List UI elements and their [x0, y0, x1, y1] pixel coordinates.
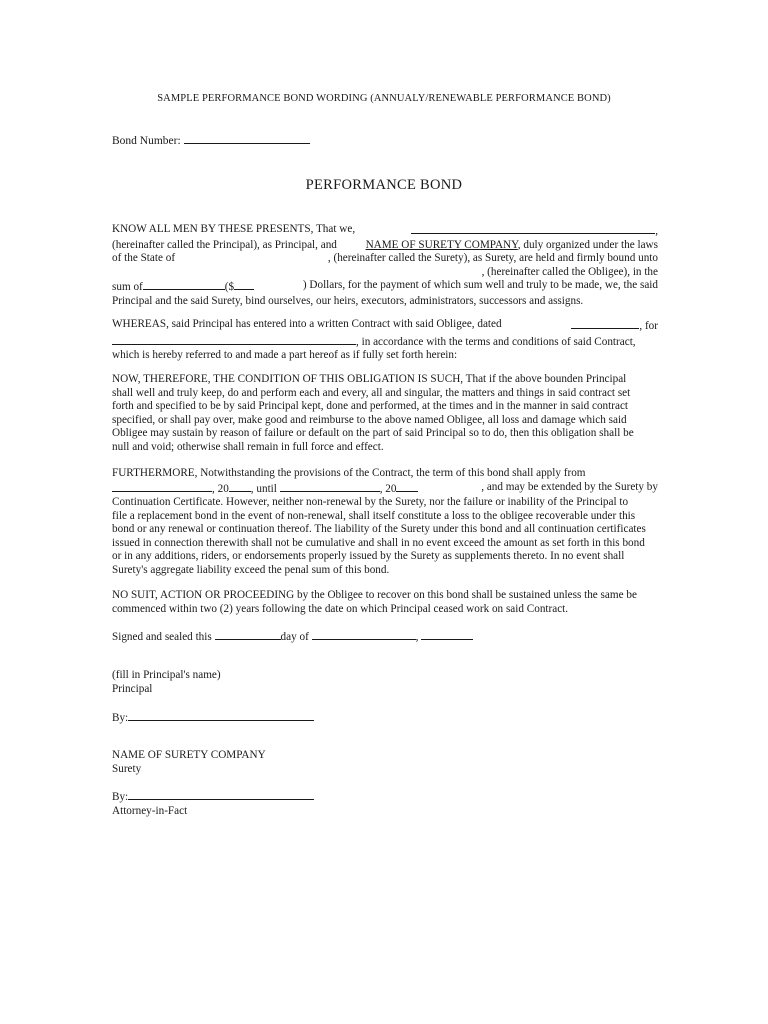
text-run: , 20	[212, 482, 229, 495]
sum-words-blank[interactable]	[143, 279, 225, 290]
paragraph-line	[112, 589, 658, 603]
principal-signature-blank[interactable]	[128, 710, 314, 721]
text-run: , for	[639, 320, 658, 332]
text-run: null and void; otherwise shall remain in full force and effect.	[112, 440, 384, 453]
surety-signature-block	[112, 749, 266, 776]
text-run: bond or any renewal or continuation thereof. The liability of the Surety under this bond and all continuation certificates	[112, 523, 646, 535]
principal-name-field[interactable]: ,	[411, 223, 658, 239]
sum-figure-blank[interactable]	[234, 279, 254, 290]
text-run: Signed and sealed this	[112, 631, 212, 643]
text-run: , until	[250, 482, 277, 495]
paragraph-line	[112, 496, 658, 510]
paragraph-line	[112, 400, 658, 414]
text-run: shall well and truly keep, do and perform each and every, all and singular, the matters and things in said contract set	[112, 386, 631, 399]
text-run: NOW, THEREFORE, THE CONDITION OF THIS OBLIGATION IS SUCH, That if the above bounden Principal	[112, 373, 627, 385]
paragraph-line	[112, 318, 658, 334]
text-run: , 20	[379, 482, 397, 495]
paragraph-line	[112, 266, 658, 280]
sum-field	[112, 279, 254, 295]
principal-label: Principal	[112, 682, 153, 695]
text-run: specified, or shall pay over, make good and reimburse to the above named Obligee, all loss and damage which said	[112, 413, 627, 426]
text-run: ($	[224, 281, 235, 293]
paragraph-line	[112, 373, 658, 387]
text-run: ,	[415, 631, 419, 643]
signed-year-blank[interactable]	[421, 629, 473, 640]
text-run: NO SUIT, ACTION OR PROCEEDING by the Obligee to recover on this bond shall be sustained unless the same be	[112, 589, 637, 601]
text-run: , (hereinafter called the Obligee), in the	[481, 265, 658, 278]
term-end-blank[interactable]	[280, 481, 380, 492]
signed-sealed-line	[112, 629, 473, 645]
paragraph-line	[112, 510, 658, 524]
paragraph-line	[112, 414, 658, 428]
text-run: commenced within two (2) years following the date on which Principal ceased work on said Contract.	[112, 602, 569, 615]
text-run: , (hereinafter called the Surety), as Surety, are held and firmly bound unto	[327, 252, 658, 264]
text-run: which is hereby referred to and made a part hereof as if fully set forth herein:	[112, 349, 458, 361]
text-run: issued in connection therewith shall not be cumulative and shall in no event exceed the amount as set forth in this bond	[112, 536, 645, 549]
text-run: or in any additions, riders, or endorsements properly issued by the Surety as supplements thereto. In no event shall	[112, 550, 625, 562]
text-run: Obligee may sustain by reason of failure or default on the part of said Principal so to do, then this obligation shall be	[112, 427, 634, 439]
text-run: , in accordance with the terms and conditions of said Contract,	[356, 335, 636, 348]
document-title: PERFORMANCE BOND	[305, 177, 463, 193]
text-run: FURTHERMORE, Notwithstanding the provisions of the Contract, the term of this bond shall apply from	[112, 467, 586, 479]
know-all-men-paragraph	[112, 223, 658, 308]
contract-date-blank[interactable]	[571, 318, 639, 329]
paragraph-line	[112, 441, 658, 455]
paragraph-line	[112, 239, 658, 253]
surety-name-inline: NAME OF SURETY COMPANY	[365, 238, 518, 251]
signed-day-blank[interactable]	[215, 629, 281, 640]
paragraph-line	[112, 550, 658, 564]
text-run: of the State of	[112, 252, 176, 264]
term-end-year-blank[interactable]	[396, 481, 418, 492]
text-run: Continuation Certificate. However, neither non-renewal by the Surety, nor the failure or inability of the Principal to	[112, 496, 629, 508]
paragraph-line	[112, 523, 658, 537]
paragraph-line	[112, 427, 658, 441]
paragraph-line	[112, 603, 658, 617]
principal-by-line	[112, 710, 314, 726]
text-run: , duly organized under the laws	[517, 238, 658, 251]
attorney-in-fact-label: Attorney-in-Fact	[112, 804, 188, 817]
text-run: file a replacement bond in the event of non-renewal, shall itself constitute a loss to the obligee recoverable under this	[112, 509, 636, 522]
paragraph-line	[112, 223, 658, 239]
paragraph-line	[112, 564, 658, 578]
principal-signature-block	[112, 669, 221, 696]
principal-fill-note: (fill in Principal's name)	[112, 669, 221, 681]
text-run: KNOW ALL MEN BY THESE PRESENTS, That we,	[112, 223, 356, 235]
contract-description-field	[112, 334, 636, 350]
text-run: Principal and the said Surety, bind ourselves, our heirs, executors, administrators, successors and assigns.	[112, 294, 584, 307]
paragraph-line	[112, 387, 658, 401]
surety-signature-blank[interactable]	[128, 789, 314, 800]
text-run: sum of	[112, 281, 143, 293]
text-run: day of	[280, 631, 309, 643]
paragraph-line	[112, 295, 658, 309]
text-run: WHEREAS, said Principal has entered into a written Contract with said Obligee, dated	[112, 318, 502, 330]
term-start-blank[interactable]	[112, 481, 212, 492]
paragraph-line	[112, 467, 658, 481]
text-run: ) Dollars, for the payment of which sum well and truly to be made, we, the said	[302, 279, 658, 291]
text-run: By:	[112, 712, 129, 724]
principal-name-blank[interactable]	[411, 223, 655, 234]
document-header: SAMPLE PERFORMANCE BOND WORDING (ANNUALY/RENEWABLE PERFORMANCE BOND)	[157, 93, 611, 104]
surety-company-name: NAME OF SURETY COMPANY	[112, 749, 266, 761]
text-run: , and may be extended by the Surety by	[481, 480, 658, 493]
whereas-paragraph	[112, 318, 658, 363]
contract-date-field	[571, 318, 658, 334]
text-run: Surety's aggregate liability exceed the penal sum of this bond.	[112, 563, 390, 576]
paragraph-line	[112, 349, 658, 363]
text-run: By:	[112, 791, 129, 803]
paragraph-line	[112, 537, 658, 551]
contract-description-blank[interactable]	[112, 334, 356, 345]
paragraph-line	[112, 252, 658, 266]
bond-number-label: Bond Number:	[112, 135, 181, 147]
furthermore-paragraph	[112, 467, 658, 577]
no-suit-paragraph	[112, 589, 658, 616]
paragraph-line	[112, 279, 658, 295]
text-run: forth and specified to be by said Principal kept, done and performed, at the times and in the manner in said contract	[112, 400, 629, 412]
bond-number-line	[112, 133, 310, 147]
paragraph-line	[112, 334, 658, 350]
text-run: (hereinafter called the Principal), as Principal, and	[112, 238, 337, 251]
term-start-year-blank[interactable]	[229, 481, 251, 492]
surety-phrase	[366, 239, 658, 253]
surety-by-line	[112, 789, 314, 805]
signed-month-blank[interactable]	[312, 629, 416, 640]
term-start-field	[112, 481, 418, 497]
now-therefore-paragraph	[112, 373, 658, 454]
bond-number-blank[interactable]	[184, 133, 310, 144]
surety-by-block	[112, 789, 314, 818]
surety-label: Surety	[112, 762, 142, 775]
paragraph-line	[112, 481, 658, 497]
